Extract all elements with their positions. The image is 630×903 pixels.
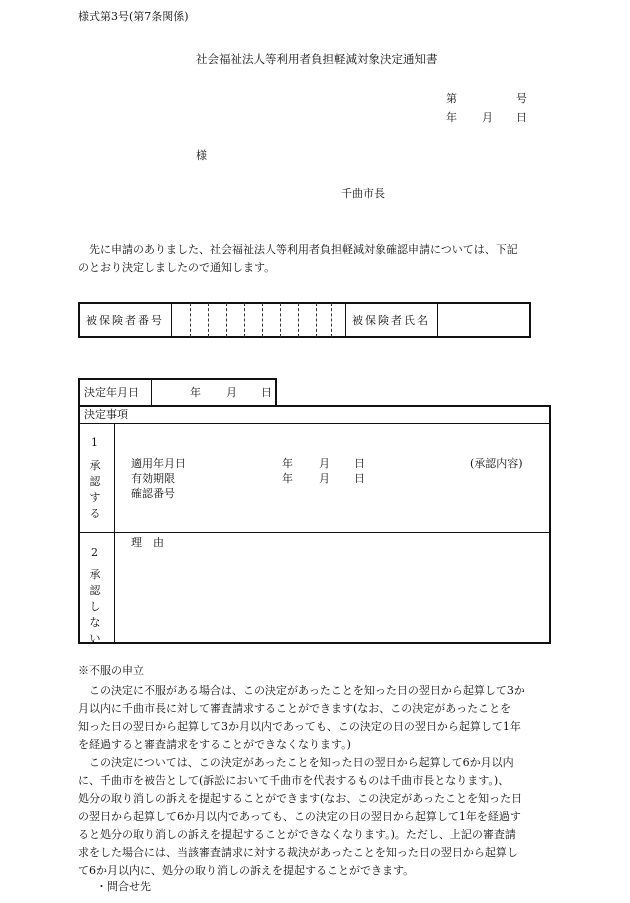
- cell-divider: [171, 303, 172, 337]
- appeal-line: 月以内に千曲市長に対して審査請求することができます(なお、この決定があったことを: [78, 702, 512, 715]
- appeal-line: て6か月以内に、処分の取り消しの訴えを提起することができます。: [78, 864, 415, 877]
- form-number: 様式第3号(第7条関係): [78, 10, 189, 23]
- row-divider: [79, 532, 550, 533]
- confirmation-number-label: 確認番号: [131, 487, 175, 500]
- reject-vertical-label: 承 認 し な い: [89, 568, 101, 645]
- appeal-line: に、千曲市を被告として(訴訟において千曲市を代表するものは千曲市長となります。)、: [78, 774, 510, 787]
- doc-number-suffix: 号: [516, 92, 527, 105]
- digit-divider: [244, 303, 245, 337]
- decision-table: [78, 405, 551, 644]
- appeal-line: 求をした場合には、当該審査請求に対する裁決があったことを知った日の翌日から起算し: [78, 846, 518, 859]
- date-day: 日: [516, 111, 527, 124]
- apply-date-year: 年: [282, 457, 293, 470]
- decision-date-year: 年: [190, 386, 201, 399]
- digit-divider: [226, 303, 227, 337]
- appeal-paragraph-2: [78, 754, 558, 880]
- insured-name-label: 被保険者氏名: [352, 314, 430, 327]
- appeal-heading: ※不服の申立: [78, 664, 144, 677]
- issuer: 千曲市長: [341, 187, 385, 200]
- intro-paragraph: [78, 241, 558, 277]
- doc-number-prefix: 第: [446, 92, 457, 105]
- recipient-honorific: 様: [196, 149, 207, 162]
- row-divider: [79, 423, 550, 424]
- appeal-line: 処分の取り消しの訴えを提起することができます(なお、この決定があったことを知った日: [78, 792, 523, 805]
- digit-divider: [298, 303, 299, 337]
- apply-date-day: 日: [354, 457, 365, 470]
- digit-divider: [331, 303, 332, 337]
- valid-period-label: 有効期限: [131, 472, 175, 485]
- apply-date-label: 適用年月日: [131, 457, 186, 470]
- digit-divider: [280, 303, 281, 337]
- cell-divider: [437, 303, 438, 337]
- appeal-line: この決定に不服がある場合は、この決定があったことを知った日の翌日から起算して3か: [89, 684, 525, 697]
- appeal-line: ると処分の取り消しの訴えを提起することができなくなります。)。ただし、上記の審査請: [78, 828, 516, 841]
- reject-number: 2: [91, 546, 98, 559]
- appeal-paragraph-1: [78, 682, 558, 754]
- valid-period-month: 月: [319, 472, 330, 485]
- decision-date-label: 決定年月日: [84, 386, 139, 399]
- cell-divider: [151, 379, 152, 406]
- appeal-line: この決定については、この決定があったことを知った日の翌日から起算して6か月以内: [89, 756, 514, 769]
- decision-date-day: 日: [261, 386, 272, 399]
- column-divider: [114, 423, 115, 643]
- appeal-line: を経過すると審査請求をすることができなくなります。): [78, 738, 351, 751]
- intro-line: 先に申請のありました、社会福祉法人等利用者負担軽減対象確認申請については、下記: [89, 243, 518, 256]
- digit-divider: [262, 303, 263, 337]
- apply-date-month: 月: [319, 457, 330, 470]
- page-title: 社会福祉法人等利用者負担軽減対象決定通知書: [196, 52, 438, 66]
- valid-period-year: 年: [282, 472, 293, 485]
- appeal-line: の翌日から起算して6か月以内であっても、この決定の日の翌日から起算して1年を経過す: [78, 810, 521, 823]
- approve-number: 1: [91, 436, 98, 449]
- decision-date-month: 月: [226, 386, 237, 399]
- contact-label: ・問合せ先: [96, 880, 151, 893]
- insured-number-label: 被保険者番号: [86, 314, 164, 327]
- date-month: 月: [482, 111, 493, 124]
- cell-divider: [345, 303, 346, 337]
- date-year: 年: [446, 111, 457, 124]
- digit-divider: [190, 303, 191, 337]
- valid-period-day: 日: [354, 472, 365, 485]
- digit-divider: [316, 303, 317, 337]
- appeal-line: 知った日の翌日から起算して3か月以内であっても、この決定の日の翌日から起算して1年: [78, 720, 521, 733]
- reason-label: 理 由: [131, 536, 164, 549]
- approve-vertical-label: 承 認 す る: [89, 459, 101, 520]
- digit-divider: [208, 303, 209, 337]
- intro-line: のとおり決定しましたので通知します。: [78, 261, 276, 274]
- decision-header: 決定事項: [84, 408, 128, 421]
- approval-content-label: (承認内容): [470, 457, 523, 470]
